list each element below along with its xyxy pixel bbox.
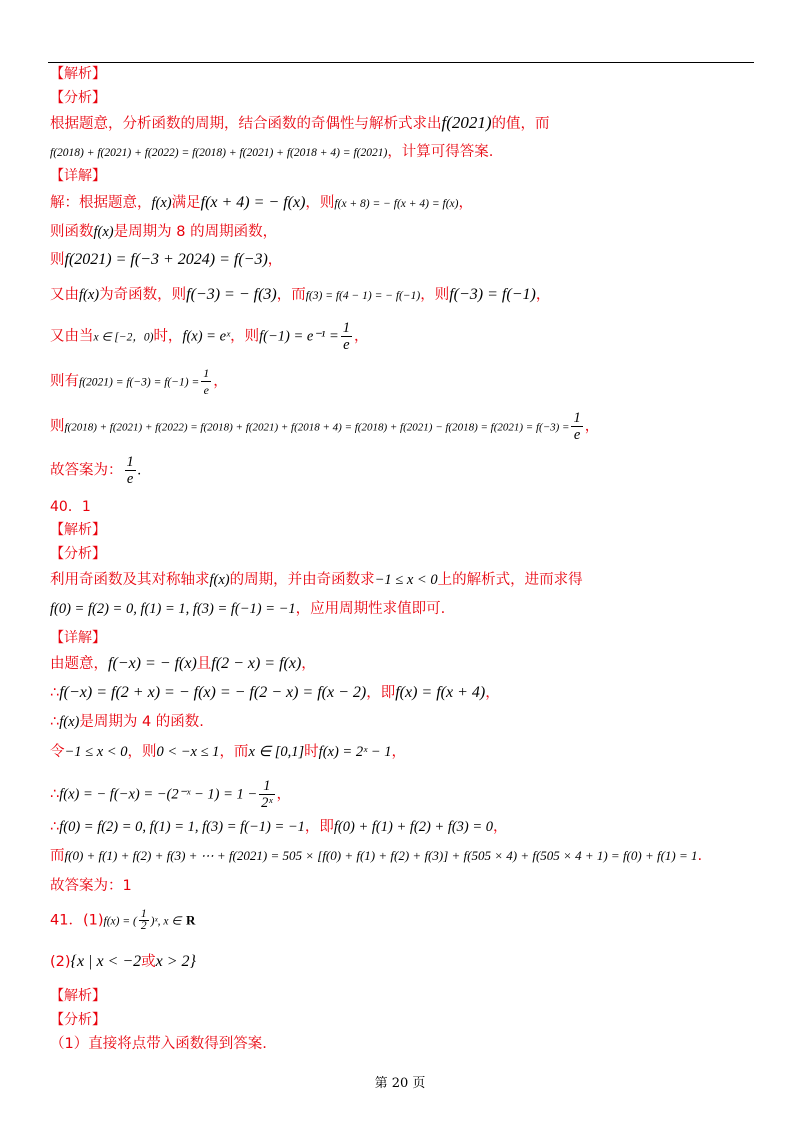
math: f(0) = f(2) = 0, f(1) = 1, f(3) = f(−1) = −1 (59, 819, 305, 835)
math: f(−3) = − f(3) (186, 286, 277, 303)
fenxi-tag: 【分析】 (50, 90, 106, 106)
text: 为奇函数，则 (99, 287, 187, 303)
math: f(2 − x) = f(x) (211, 655, 302, 672)
text: 是周期为 8 的周期函数， (113, 224, 278, 240)
text: ，而 (219, 744, 249, 760)
q39-detail-line2 (50, 222, 277, 242)
math: )ˣ, x ∈ (150, 915, 182, 928)
question-number: 40．1 (50, 499, 91, 515)
text: 上的解析式，进而求得 (437, 572, 583, 588)
text: 利用奇函数及其对称轴求 (50, 572, 210, 588)
text: ，应用周期性求值即可. (295, 601, 446, 617)
text: ，即 (304, 819, 334, 835)
q41-answer-2 (50, 952, 196, 972)
fraction (259, 778, 274, 811)
fenxi-tag: 【分析】 (50, 1012, 106, 1028)
text: 的周期，并由奇函数求 (229, 572, 375, 588)
text: ，则 (230, 328, 260, 345)
text: 由题意， (50, 656, 108, 672)
denominator: e (343, 337, 350, 353)
math: f(x) (209, 572, 230, 588)
q39-detail-line7 (50, 410, 599, 443)
text: 则 (50, 418, 65, 435)
text: . (137, 462, 142, 479)
text: ，即 (366, 685, 396, 701)
math: f(x) = ( (103, 915, 137, 928)
q39-detail-line3 (50, 250, 282, 270)
text: 则有 (50, 373, 79, 390)
fenxi-tag-41 (50, 1010, 106, 1030)
text: ， (276, 786, 292, 803)
fraction (571, 410, 582, 443)
math: f(−x) = − f(x) (108, 655, 197, 672)
math: f(x) = − f(−x) = −(2⁻ˣ − 1) = 1 − (59, 786, 258, 803)
text: 则函数 (50, 224, 94, 240)
detail-tag-39 (50, 166, 106, 186)
fraction (201, 365, 211, 398)
math: f(x + 8) = − f(x + 4) = f(x) (334, 198, 459, 210)
numerator: 1 (126, 454, 134, 470)
text: ∴ (50, 819, 60, 835)
math: {x | x < −2 (70, 953, 142, 970)
math: f(0) + f(1) + f(2) + f(3) = 0 (333, 819, 494, 835)
text: ，而 (276, 287, 306, 303)
q40-detail-line3 (50, 712, 204, 732)
denominator: e (203, 383, 209, 397)
text: ， (584, 418, 600, 435)
text: 满足 (171, 195, 201, 211)
math: f(−x) = f(2 + x) = − f(x) = − f(2 − x) = f(x − 2) (59, 684, 367, 701)
fenxi-tag-39 (50, 88, 106, 108)
q40-fenxi-line1 (50, 570, 583, 590)
numerator: 1 (259, 778, 274, 795)
analysis-tag: 【解析】 (50, 522, 106, 538)
math: 0 < −x ≤ 1 (156, 744, 220, 760)
math: f(2021) = f(−3) = f(−1) = (79, 376, 200, 389)
detail-tag: 【详解】 (50, 630, 106, 646)
text: ∴ (50, 786, 60, 803)
denominator: 2 (140, 920, 147, 932)
text: ， (391, 744, 406, 760)
math: f(x) = f(x + 4) (395, 684, 486, 701)
detail-tag-40 (50, 628, 106, 648)
math: f(−3) = f(−1) (449, 286, 536, 303)
text: . (697, 848, 703, 864)
q40-detail-line4 (50, 742, 406, 762)
text: 的值，而 (491, 116, 550, 132)
q41-fenxi-line1 (50, 1034, 267, 1054)
q40-fenxi-line2 (50, 599, 445, 619)
q40-detail-line2 (50, 683, 500, 703)
q40-detail-line1 (50, 654, 316, 674)
text: ， (485, 685, 500, 701)
q40-detail-line5 (50, 778, 291, 811)
text: 而 (50, 848, 65, 864)
text: ， (458, 195, 473, 211)
fraction (341, 320, 352, 353)
text: ， (213, 373, 228, 390)
math: −1 ≤ x < 0 (64, 744, 128, 760)
text: ， (353, 328, 369, 345)
q39-detail-line5 (50, 320, 368, 353)
text: （1）直接将点带入函数得到答案. (50, 1036, 267, 1052)
math: f(x + 4) = − f(x) (200, 194, 306, 211)
text: 又由当 (50, 328, 94, 345)
text: 是周期为 4 的函数. (79, 714, 204, 730)
math: f(x) (151, 195, 172, 211)
math: f(x) = eˣ (182, 328, 231, 345)
numerator: 1 (140, 908, 147, 920)
math: f(0) + f(1) + f(2) + f(3) + ⋯ + f(2021) = 505 × [f(0) + f(1) + f(2) + f(3)] + f(505 × 4) + f(505 × 4 + 1) = f(0) + f(1) = 1 (64, 848, 698, 863)
text: ∴ (50, 714, 60, 730)
analysis-tag: 【解析】 (50, 988, 106, 1004)
denominator: e (126, 471, 134, 487)
q39-detail-line4 (50, 285, 550, 306)
question-number: 41．(1) (50, 912, 104, 929)
denominator: e (573, 427, 581, 443)
text: 故答案为：1 (50, 878, 132, 894)
fraction (139, 909, 149, 932)
text: ，则 (420, 287, 450, 303)
math: f(3) = f(4 − 1) = − f(−1) (305, 290, 421, 302)
header-rule (48, 62, 754, 63)
text: 或 (141, 954, 156, 970)
analysis-tag: 【解析】 (50, 66, 106, 82)
text: ，计算可得答案. (387, 144, 494, 160)
fenxi-tag-40 (50, 544, 106, 564)
q39-answer (50, 454, 141, 487)
math: x > 2} (155, 953, 196, 970)
math: f(x) (93, 224, 114, 240)
numerator: 1 (573, 410, 581, 426)
numerator: 1 (203, 366, 210, 380)
text: ∴ (50, 685, 60, 701)
analysis-tag-39 (50, 64, 106, 84)
math: −1 ≤ x < 0 (374, 572, 438, 588)
text: 根据题意，分析函数的周期，结合函数的奇偶性与解析式求出 (50, 116, 442, 132)
fenxi-tag: 【分析】 (50, 546, 106, 562)
text: 则 (50, 252, 65, 268)
math: x ∈ [0,1] (248, 744, 305, 760)
text: 时 (304, 744, 319, 760)
text: ， (535, 287, 551, 303)
q40-detail-line6 (50, 817, 508, 837)
question-number: (2) (50, 954, 71, 970)
q41-answer-1 (50, 909, 195, 932)
math: f(0) = f(2) = 0, f(1) = 1, f(3) = f(−1) = −1 (50, 601, 296, 617)
detail-tag: 【详解】 (50, 168, 106, 184)
math: f(2018) + f(2021) + f(2022) = f(2018) + f(2021) + f(2018 + 4) = f(2018) + f(2021) − f(2018) = f(2021) = f(−3) = (64, 421, 570, 434)
q39-detail-line1 (50, 193, 473, 214)
q40-number (50, 497, 91, 517)
analysis-tag-41 (50, 986, 106, 1006)
q39-fenxi-line1 (50, 113, 550, 134)
math-set: R (186, 912, 196, 928)
q39-detail-line6 (50, 365, 228, 398)
math: f(−1) = e⁻¹ = (259, 328, 339, 345)
text: ， (493, 819, 508, 835)
text: ，则 (305, 195, 335, 211)
text: 时， (153, 328, 183, 345)
text: 且 (196, 656, 212, 672)
q39-fenxi-line2 (50, 142, 493, 163)
text: ，则 (127, 744, 157, 760)
math: f(2018) + f(2021) + f(2022) = f(2018) + f(2021) + f(2018 + 4) = f(2021) (50, 147, 388, 159)
numerator: 1 (342, 320, 350, 336)
math: f(x) (59, 714, 80, 730)
text: 又由 (50, 287, 79, 303)
math: f(x) (79, 287, 100, 303)
math: x ∈ [−2，0) (93, 331, 154, 344)
page-footer: 第 20 页 (374, 1076, 426, 1091)
fraction (125, 454, 136, 487)
text: ， (301, 656, 316, 672)
text: ， (267, 252, 283, 268)
math: f(2021) = f(−3 + 2024) = f(−3) (64, 251, 268, 268)
denominator: 2ˣ (261, 795, 273, 811)
text: 令 (50, 744, 65, 760)
math: f(2021) (441, 113, 492, 132)
q40-answer (50, 876, 132, 896)
q40-detail-line7 (50, 846, 702, 866)
text: 故答案为： (50, 462, 123, 479)
math: f(x) = 2ˣ − 1 (318, 744, 392, 760)
analysis-tag-40 (50, 520, 106, 540)
text: 解：根据题意， (50, 195, 152, 211)
